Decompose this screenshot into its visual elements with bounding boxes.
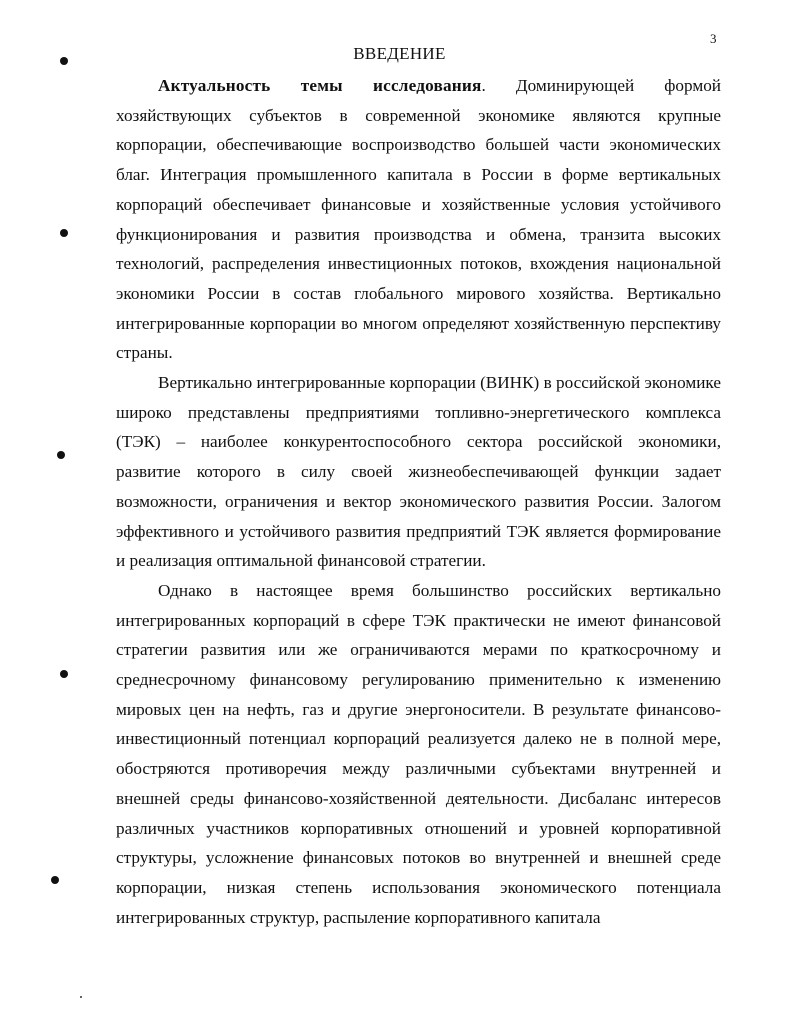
paragraph-problems: Однако в настоящее время большинство российских вертикально интегрированных корпораций в сфере ТЭК практически не имеют финансовой стратегии развития или же ограничиваются мерами по краткосрочному и среднесрочному финансовому регулированию применительно к изменению мировых цен на нефть, газ и другие энергоносители. В результате финансово-инвестиционный потенциал корпораций реализуется далеко не в полной мере, обостряются противоречия между различными субъектами внутренней и внешней среды финансово-хозяйственной деятельности. Дисбаланс интересов различных участников корпоративных отношений и уровней корпоративной структуры, усложнение финансовых потоков во внутренней и внешней среде корпорации, низкая степень использования экономического потенциала интегрированных структур, распыление корпоративного капитала xyxy=(116,580,721,927)
binder-hole-mark xyxy=(60,57,68,65)
paragraph-vink: Вертикально интегрированные корпорации (ВИНК) в российской экономике широко представлены предприятиями топливно-энергетического комплекса (ТЭК) – наиболее конкурентоспособного сектора российской экономики, развитие которого в силу своей жизнеобеспечивающей функции задает возможности, ограничения и вектор экономического развития России. Залогом эффективного и устойчивого развития предприятий ТЭК является формирование и реализация оптимальной финансовой стратегии. xyxy=(116,373,721,571)
binder-hole-mark xyxy=(51,876,59,884)
page-title: ВВЕДЕНИЕ xyxy=(353,44,446,63)
paragraph-relevance xyxy=(116,71,721,368)
paragraph-lead: Актуальность темы исследования xyxy=(158,76,482,95)
scan-speck xyxy=(80,996,82,998)
document-body xyxy=(116,71,721,932)
binder-hole-mark xyxy=(60,229,68,237)
paragraph-text: . Доминирующей формой хозяйствующих субъектов в современной экономике являются крупные корпорации, обеспечивающие воспроизводство большей части экономических благ. Интеграция промышленного капитала в России в форме вертикальных корпораций обеспечивает финансовые и хозяйственные условия устойчивого функционирования и развития производства и обмена, транзита высоких технологий, распределения инвестиционных потоков, вхождения национальной экономики России в состав глобального мирового хозяйства. Вертикально интегрированные корпорации во многом определяют хозяйственную перспективу страны. xyxy=(116,76,722,363)
page-number: 3 xyxy=(710,31,717,46)
binder-hole-mark xyxy=(57,451,65,459)
binder-hole-mark xyxy=(60,670,68,678)
